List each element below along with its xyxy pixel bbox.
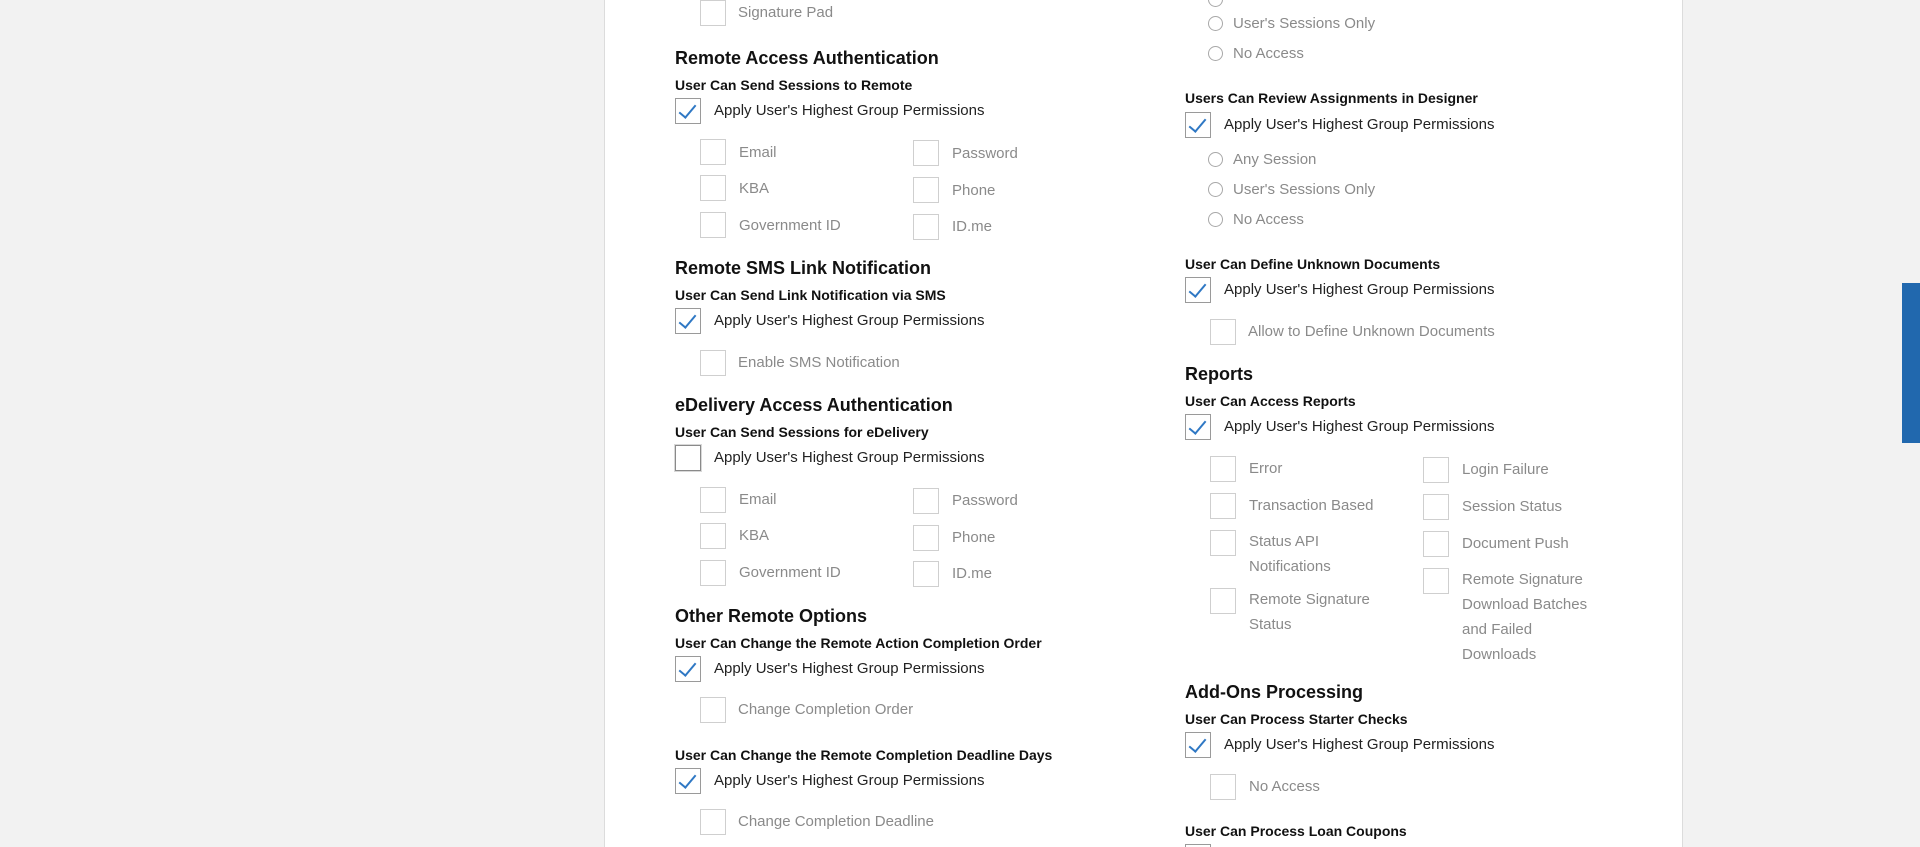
report-remote-signature-status-checkbox[interactable] xyxy=(1210,588,1236,614)
starter-checks-perm-title: User Can Process Starter Checks xyxy=(1185,711,1408,727)
allow-define-unknown-checkbox[interactable] xyxy=(1210,319,1236,345)
remote-government-id-checkbox[interactable] xyxy=(700,212,726,238)
edelivery-government-id-label: Government ID xyxy=(739,564,841,581)
top-no-access-radio[interactable] xyxy=(1208,46,1223,61)
report-transaction-based-label: Transaction Based xyxy=(1249,497,1374,514)
report-remote-signature-status-label: Remote Signature Status xyxy=(1249,591,1370,633)
completion-order-perm-title: User Can Change the Remote Action Completion Order xyxy=(675,635,1042,651)
review-assignments-apply-label: Apply User's Highest Group Permissions xyxy=(1224,116,1495,133)
any-session-label: Any Session xyxy=(1233,151,1317,168)
remote-phone-checkbox[interactable] xyxy=(913,177,939,203)
remote-password-checkbox[interactable] xyxy=(913,140,939,166)
any-session-radio[interactable] xyxy=(1208,152,1223,167)
completion-order-apply-checkbox[interactable] xyxy=(675,656,701,682)
enable-sms-label: Enable SMS Notification xyxy=(738,354,900,371)
remote-access-title: Remote Access Authentication xyxy=(675,48,939,68)
starter-no-access-label: No Access xyxy=(1249,778,1320,795)
signature-pad-label: Signature Pad xyxy=(738,4,834,21)
right-column xyxy=(1181,0,1661,847)
enable-sms-checkbox[interactable] xyxy=(700,350,726,376)
change-completion-deadline-checkbox[interactable] xyxy=(700,809,726,835)
report-error-label: Error xyxy=(1249,460,1283,477)
remote-access-apply-label: Apply User's Highest Group Permissions xyxy=(714,102,985,119)
define-unknown-apply-checkbox[interactable] xyxy=(1185,277,1211,303)
edelivery-kba-checkbox[interactable] xyxy=(700,523,726,549)
review-assignments-apply-checkbox[interactable] xyxy=(1185,112,1211,138)
completion-order-apply-label: Apply User's Highest Group Permissions xyxy=(714,660,985,677)
deadline-apply-label: Apply User's Highest Group Permissions xyxy=(714,772,985,789)
review-no-access-radio[interactable] xyxy=(1208,212,1223,227)
checkmark-icon xyxy=(1189,279,1207,298)
report-document-push-label: Document Push xyxy=(1462,535,1569,552)
remote-idme-checkbox[interactable] xyxy=(913,214,939,240)
edelivery-email-label: Email xyxy=(739,491,777,508)
report-session-status-checkbox[interactable] xyxy=(1423,494,1449,520)
review-users-sessions-label: User's Sessions Only xyxy=(1233,181,1376,198)
report-status-api-checkbox[interactable] xyxy=(1210,530,1236,556)
checkmark-icon xyxy=(679,310,697,329)
checkmark-icon xyxy=(679,770,697,789)
reports-title: Reports xyxy=(1185,364,1254,384)
report-login-failure-label: Login Failure xyxy=(1462,461,1549,478)
checkmark-icon xyxy=(1189,734,1207,753)
deadline-apply-checkbox[interactable] xyxy=(675,768,701,794)
remote-sms-apply-label: Apply User's Highest Group Permissions xyxy=(714,312,985,329)
reports-apply-checkbox[interactable] xyxy=(1185,414,1211,440)
edelivery-perm-title: User Can Send Sessions for eDelivery xyxy=(675,424,929,440)
addons-title: Add-Ons Processing xyxy=(1185,682,1364,702)
other-remote-title: Other Remote Options xyxy=(675,606,868,626)
checkmark-icon xyxy=(1189,114,1207,133)
report-login-failure-checkbox[interactable] xyxy=(1423,457,1449,483)
edelivery-phone-label: Phone xyxy=(952,529,996,546)
report-remote-signature-download-label: Remote Signature Download Batches and Failed Downloads xyxy=(1462,571,1588,663)
checkmark-icon xyxy=(1189,416,1207,435)
left-column xyxy=(675,0,1155,847)
remote-kba-label: KBA xyxy=(739,180,770,197)
review-assignments-perm-title: Users Can Review Assignments in Designer xyxy=(1185,90,1478,106)
remote-email-checkbox[interactable] xyxy=(700,139,726,165)
report-error-checkbox[interactable] xyxy=(1210,456,1236,482)
deadline-perm-title: User Can Change the Remote Completion Deadline Days xyxy=(675,747,1053,763)
remote-email-label: Email xyxy=(739,144,777,161)
report-status-api-label: Status API Notifications xyxy=(1249,533,1331,575)
checkmark-icon xyxy=(679,100,697,119)
top-no-access-label: No Access xyxy=(1233,45,1304,62)
starter-checks-apply-label: Apply User's Highest Group Permissions xyxy=(1224,736,1495,753)
remote-sms-title: Remote SMS Link Notification xyxy=(675,258,932,278)
top-partial-radio[interactable] xyxy=(1208,0,1223,7)
remote-government-id-label: Government ID xyxy=(739,217,841,234)
loan-coupons-perm-title: User Can Process Loan Coupons xyxy=(1185,823,1407,839)
change-completion-order-label: Change Completion Order xyxy=(738,701,914,718)
define-unknown-perm-title: User Can Define Unknown Documents xyxy=(1185,256,1441,272)
review-no-access-label: No Access xyxy=(1233,211,1304,228)
edelivery-government-id-checkbox[interactable] xyxy=(700,560,726,586)
review-users-sessions-radio[interactable] xyxy=(1208,182,1223,197)
scrollbar-thumb[interactable] xyxy=(1902,283,1920,443)
remote-phone-label: Phone xyxy=(952,182,996,199)
reports-perm-title: User Can Access Reports xyxy=(1185,393,1356,409)
remote-sms-apply-checkbox[interactable] xyxy=(675,308,701,334)
remote-password-label: Password xyxy=(952,145,1018,162)
remote-access-perm-title: User Can Send Sessions to Remote xyxy=(675,77,913,93)
allow-define-unknown-label: Allow to Define Unknown Documents xyxy=(1248,323,1495,340)
edelivery-idme-label: ID.me xyxy=(952,565,993,582)
report-transaction-based-checkbox[interactable] xyxy=(1210,493,1236,519)
starter-no-access-checkbox[interactable] xyxy=(1210,774,1236,800)
permissions-panel xyxy=(604,0,1683,847)
edelivery-kba-label: KBA xyxy=(739,527,770,544)
edelivery-title: eDelivery Access Authentication xyxy=(675,395,953,415)
edelivery-password-checkbox[interactable] xyxy=(913,488,939,514)
top-users-sessions-radio[interactable] xyxy=(1208,16,1223,31)
remote-idme-label: ID.me xyxy=(952,218,993,235)
edelivery-apply-label: Apply User's Highest Group Permissions xyxy=(714,449,985,466)
edelivery-apply-checkbox[interactable] xyxy=(675,445,701,471)
checkmark-icon xyxy=(679,658,697,677)
edelivery-phone-checkbox[interactable] xyxy=(913,525,939,551)
define-unknown-apply-label: Apply User's Highest Group Permissions xyxy=(1224,281,1495,298)
remote-kba-checkbox[interactable] xyxy=(700,175,726,201)
report-document-push-checkbox[interactable] xyxy=(1423,531,1449,557)
change-completion-deadline-label: Change Completion Deadline xyxy=(738,813,934,830)
edelivery-password-label: Password xyxy=(952,492,1018,509)
report-session-status-label: Session Status xyxy=(1462,498,1563,515)
report-remote-signature-download-checkbox[interactable] xyxy=(1423,568,1449,594)
reports-apply-label: Apply User's Highest Group Permissions xyxy=(1224,418,1495,435)
edelivery-idme-checkbox[interactable] xyxy=(913,561,939,587)
signature-pad-checkbox[interactable] xyxy=(700,0,726,26)
remote-sms-perm-title: User Can Send Link Notification via SMS xyxy=(675,287,946,303)
change-completion-order-checkbox[interactable] xyxy=(700,697,726,723)
starter-checks-apply-checkbox[interactable] xyxy=(1185,732,1211,758)
top-users-sessions-label: User's Sessions Only xyxy=(1233,15,1376,32)
edelivery-email-checkbox[interactable] xyxy=(700,487,726,513)
remote-access-apply-checkbox[interactable] xyxy=(675,98,701,124)
